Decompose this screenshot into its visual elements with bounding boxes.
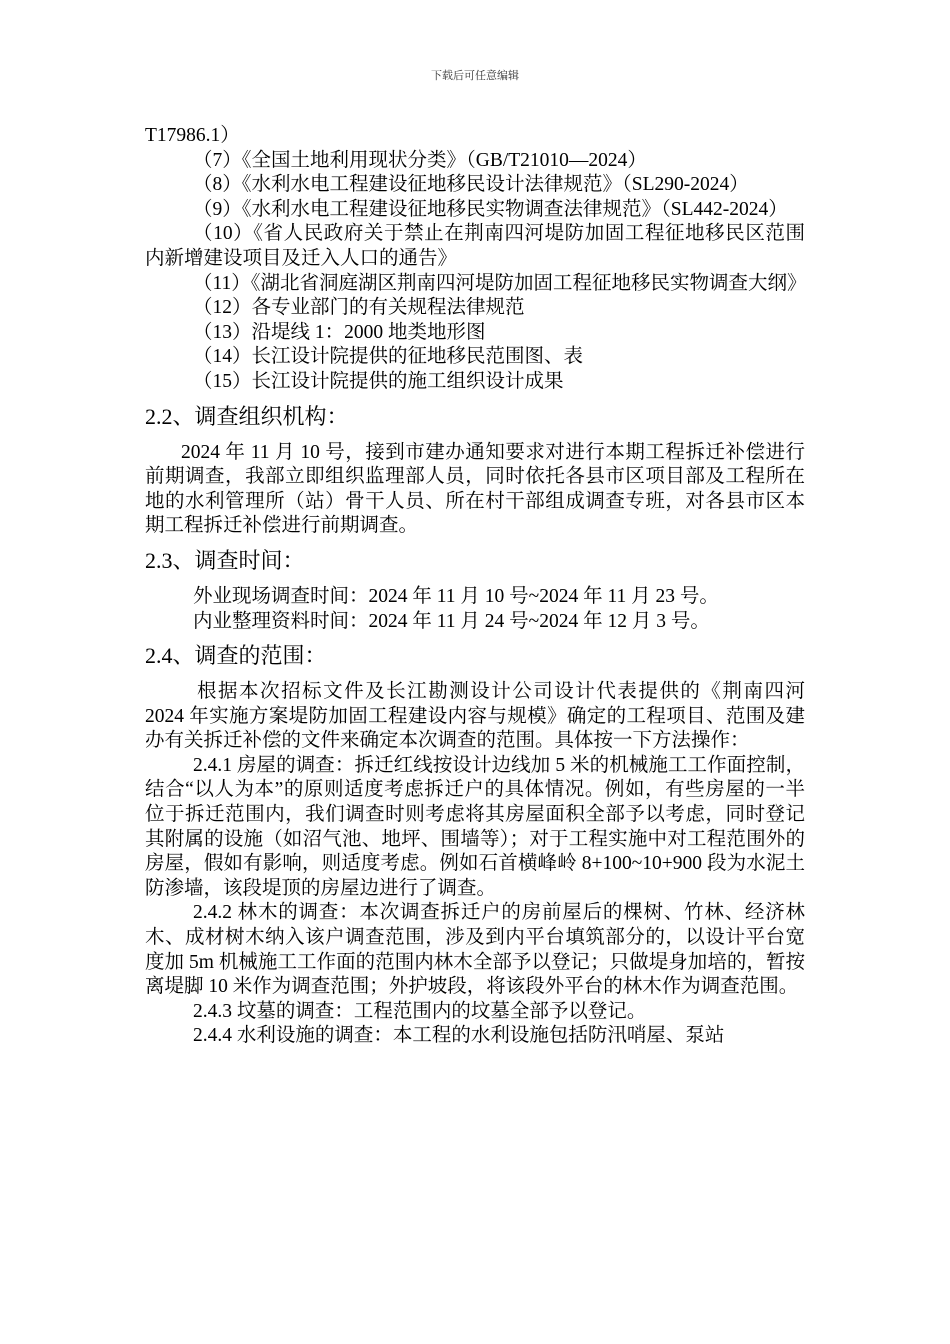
reference-item: （11）《湖北省洞庭湖区荆南四河堤防加固工程征地移民实物调查大纲》	[193, 272, 807, 294]
section-heading-2-3: 2.3、调查时间：	[145, 547, 305, 573]
reference-item: （10）《省人民政府关于禁止在荆南四河堤防加固工程征地移民区范围内新增建设项目及迁入人口的通告》	[145, 223, 805, 269]
section-2-2-paragraph: 2024 年 11 月 10 号，接到市建办通知要求对进行本期工程拆迁补偿进行前期调查，我部立即组织监理部人员，同时依托各县市区项目部及工程所在地的水利管理所（站）骨干人员、所在村干部组成调查专班，对各县市区本期工程拆迁补偿进行前期调查。	[145, 441, 805, 537]
reference-item: （9）《水利水电工程建设征地移民实物调查法律规范》（SL442-2024）	[193, 198, 788, 220]
item-2-4-3-graves: 2.4.3 坟墓的调查：工程范围内的坟墓全部予以登记。	[193, 1000, 647, 1022]
reference-item: （14）长江设计院提供的征地移民范围图、表	[193, 346, 584, 368]
item-2-4-2-trees: 2.4.2 林木的调查：本次调查拆迁户的房前屋后的棵树、竹林、经济林木、成材树木纳入该户调查范围，涉及到内平台填筑部分的，以设计平台宽度加 5m 机械施工工作面的范围内林木全部予以登记；只做堤身加培的，暂按离堤脚 10 米作为调查范围；外护坡段，将该段外平台的林木作为调查范围。	[145, 902, 805, 998]
section-heading-2-4: 2.4、调查的范围：	[145, 643, 327, 669]
page-header: 下载后可任意编辑	[431, 69, 519, 82]
item-2-4-1-housing: 2.4.1 房屋的调查：拆迁红线按设计边线加 5 米的机械施工工作面控制，结合“以人为本”的原则适度考虑拆迁户的具体情况。例如，有些房屋的一半位于拆迁范围内，我们调查时则考虑将其房屋面积全部予以考虑，同时登记其附属的设施（如沼气池、地坪、围墙等）；对于工程实施中对工程范围外的房屋，假如有影响，则适度考虑。例如石首横峰岭 8+100~10+900 段为水泥土防渗墙，该段堤顶的房屋边进行了调查。	[145, 754, 805, 899]
section-heading-2-2: 2.2、调查组织机构：	[145, 403, 349, 429]
office-survey-time: 内业整理资料时间：2024 年 11 月 24 号~2024 年 12 月 3 号。	[193, 610, 710, 632]
reference-item: （13）沿堤线 1：2000 地类地形图	[193, 321, 486, 343]
item-2-4-4-water-facilities: 2.4.4 水利设施的调查：本工程的水利设施包括防汛哨屋、泵站	[193, 1025, 725, 1047]
reference-item: （7）《全国土地利用现状分类》（GB/T21010—2024）	[193, 149, 647, 171]
reference-item: （8）《水利水电工程建设征地移民设计法律规范》（SL290-2024）	[193, 174, 749, 196]
reference-item: T17986.1）	[145, 125, 240, 146]
reference-item: （15）长江设计院提供的施工组织设计成果	[193, 370, 564, 392]
reference-item: （12）各专业部门的有关规程法律规范	[193, 297, 525, 319]
field-survey-time: 外业现场调查时间：2024 年 11 月 10 号~2024 年 11 月 23 号。	[193, 585, 719, 607]
section-2-4-intro: 根据本次招标文件及长江勘测设计公司设计代表提供的《荆南四河 2024 年实施方案堤防加固工程建设内容与规模》确定的工程项目、范围及建办有关拆迁补偿的文件来确定本次调查的范围。具体按一下方法操作：	[145, 681, 805, 752]
document-body	[145, 124, 805, 1049]
